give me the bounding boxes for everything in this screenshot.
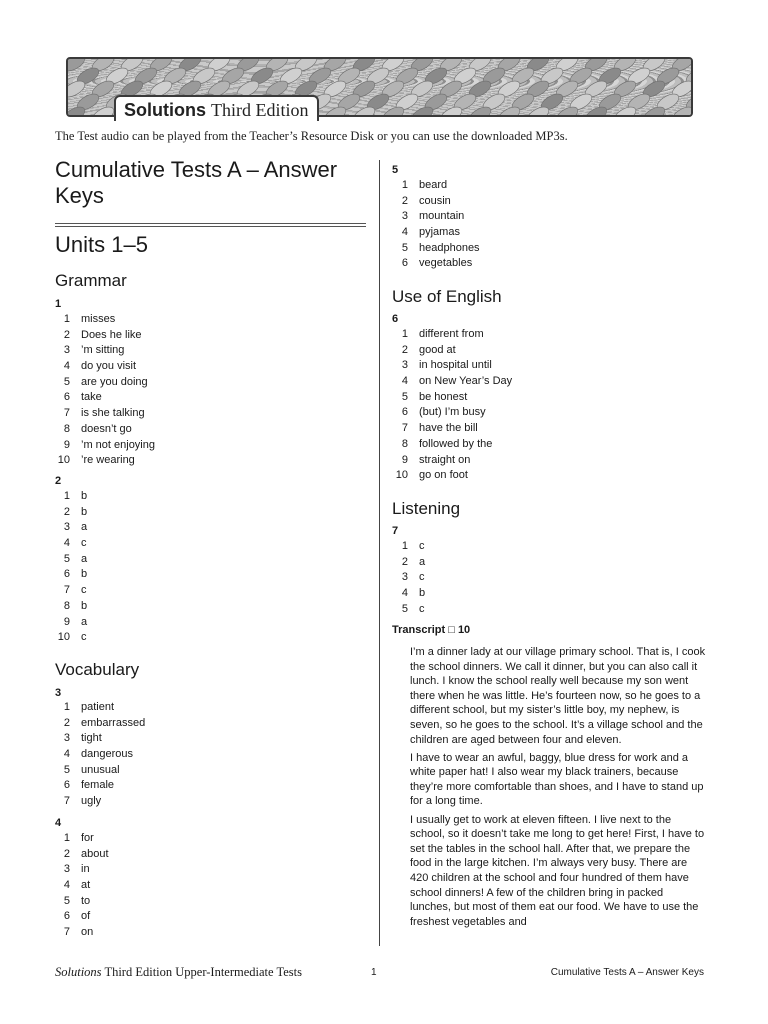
title-rule: [55, 223, 366, 227]
answer-text: a: [81, 552, 88, 565]
answer-item: [382, 468, 512, 484]
answer-text: in: [81, 863, 90, 876]
transcript-paragraph: I usually get to work at eleven fifteen. I live next to the school, so it doesn’t take me long to get here! First, I have to set the tables in the school hall. After that, we prepare the food in the large kitchen. I’m always very busy. There are 420 children at the school and four hundred of them have school dinners! A few of the children bring in packed lunches, but most of them eat our food. We have to use the freshest vegetables and: [410, 813, 705, 928]
answer-number: 1: [63, 701, 70, 713]
answer-item: [44, 630, 87, 646]
answer-list: [44, 312, 155, 469]
answer-text: a: [81, 521, 88, 534]
answer-item: [44, 878, 109, 894]
answer-number: 2: [401, 194, 408, 207]
answer-item: [44, 359, 155, 375]
question-number: 5: [392, 164, 399, 176]
answer-number: 4: [63, 537, 70, 550]
transcript-body: [410, 645, 706, 933]
answer-item: [44, 343, 155, 359]
answer-number: 5: [63, 894, 70, 907]
answer-number: 5: [63, 552, 70, 565]
units-heading: Units 1–5: [55, 232, 148, 257]
answer-text: for: [81, 832, 94, 844]
answer-number: 7: [63, 584, 70, 597]
answer-number: 3: [63, 863, 70, 876]
answer-item: [44, 763, 145, 779]
answer-number: 6: [63, 910, 70, 923]
answer-item: [382, 390, 512, 406]
answer-number: 10: [395, 469, 408, 482]
footer-book-rest: Third Edition Upper-Intermediate Tests: [101, 965, 302, 979]
answer-item: [44, 375, 155, 391]
answer-text: in hospital until: [419, 359, 492, 372]
listening-heading: Listening: [392, 499, 461, 518]
answer-text: b: [81, 505, 88, 518]
page-number: 1: [371, 967, 377, 978]
vocabulary-heading: Vocabulary: [55, 660, 140, 679]
answer-text: on New Year’s Day: [419, 375, 513, 388]
answer-number: 8: [63, 599, 70, 612]
answer-text: pyjamas: [419, 226, 460, 239]
answer-number: 1: [63, 490, 70, 502]
answer-item: [382, 327, 512, 343]
answer-text: at: [81, 879, 91, 892]
answer-text: vegetables: [419, 257, 473, 270]
answer-number: 5: [401, 602, 408, 615]
question-number: 1: [55, 298, 62, 310]
answer-item: [44, 794, 145, 810]
answer-item: [382, 194, 480, 210]
answer-number: 7: [401, 422, 408, 435]
answer-number: 7: [63, 795, 70, 808]
answer-number: 2: [401, 555, 408, 568]
answer-text: ’m not enjoying: [81, 438, 155, 451]
answer-list: [382, 327, 512, 484]
brand-tab: [114, 95, 319, 121]
answer-item: [44, 925, 109, 941]
answer-item: [382, 178, 480, 194]
answer-text: c: [81, 631, 87, 644]
answer-text: misses: [81, 313, 116, 325]
answer-number: 7: [63, 407, 70, 420]
answer-number: 5: [401, 241, 408, 254]
answer-item: [44, 700, 145, 716]
answer-number: 1: [401, 179, 408, 191]
answer-text: b: [81, 568, 88, 581]
answer-text: be honest: [419, 390, 468, 403]
answer-number: 1: [401, 540, 408, 552]
answer-number: 9: [401, 453, 408, 466]
answer-item: [44, 520, 87, 536]
column-divider: [379, 160, 380, 946]
answer-text: a: [419, 555, 426, 568]
answer-text: different from: [419, 328, 484, 340]
answer-number: 8: [63, 422, 70, 435]
answer-text: tight: [81, 732, 102, 745]
page-title-line2: Keys: [55, 183, 104, 208]
answer-item: [44, 438, 155, 454]
answer-item: [382, 358, 512, 374]
answer-text: dangerous: [81, 748, 133, 761]
answer-number: 3: [63, 521, 70, 534]
answer-number: 4: [63, 360, 70, 373]
answer-item: [382, 343, 512, 359]
brand-edition: Third Edition: [211, 100, 309, 120]
answer-number: 6: [401, 406, 408, 419]
answer-item: [44, 599, 87, 615]
answer-item: [382, 405, 512, 421]
answer-item: [44, 831, 109, 847]
answer-number: 2: [63, 328, 70, 341]
answer-text: embarrassed: [81, 716, 146, 729]
answer-text: about: [81, 847, 109, 860]
answer-number: 6: [401, 257, 408, 270]
answer-item: [382, 421, 512, 437]
grammar-heading: Grammar: [55, 271, 127, 290]
answer-list: [382, 178, 480, 272]
answer-item: [382, 225, 480, 241]
use-of-english-heading: Use of English: [392, 287, 502, 306]
answer-item: [382, 374, 512, 390]
answer-number: 4: [401, 587, 408, 600]
answer-number: 5: [63, 375, 70, 388]
question-number: 2: [55, 475, 62, 487]
answer-text: patient: [81, 701, 115, 713]
answer-number: 1: [63, 832, 70, 844]
answer-number: 6: [63, 779, 70, 792]
answer-number: 10: [57, 631, 70, 644]
answer-number: 4: [401, 226, 408, 239]
transcript-label: Transcript □ 10: [392, 624, 471, 636]
answer-text: b: [419, 587, 426, 600]
answer-text: go on foot: [419, 469, 468, 482]
answer-item: [382, 453, 512, 469]
answer-list: [44, 489, 87, 646]
answer-number: 5: [401, 390, 408, 403]
transcript-paragraph: I’m a dinner lady at our village primary school. That is, I cook the school dinners. We call it dinner, but you can also call it lunch. I know the school really well because my son went there when he was little. He’s fourteen now, so he goes to a different school, but my sister’s little boy, my nephew, is seven, so he goes to the school. It’s a village school and the children are aged between four and eleven.: [410, 646, 706, 746]
answer-list: [44, 831, 109, 941]
answer-text: (but) I’m busy: [419, 406, 486, 419]
answer-item: [44, 536, 87, 552]
answer-item: [382, 602, 425, 618]
page-title: [55, 157, 366, 209]
answer-number: 2: [63, 847, 70, 860]
question-number: 4: [55, 817, 62, 829]
answer-item: [44, 583, 87, 599]
answer-text: to: [81, 894, 91, 907]
answer-text: c: [81, 537, 87, 550]
answer-text: a: [81, 615, 88, 628]
answer-number: 3: [63, 344, 70, 357]
answer-text: take: [81, 391, 102, 404]
answer-list: [382, 539, 425, 617]
answer-item: [44, 778, 145, 794]
answer-text: c: [419, 602, 425, 615]
answer-text: unusual: [81, 763, 120, 776]
answer-number: 4: [401, 375, 408, 388]
answer-item: [44, 716, 145, 732]
answer-item: [44, 862, 109, 878]
answer-number: 7: [63, 926, 70, 939]
question-number: 7: [392, 525, 399, 537]
page-title-block: [55, 157, 366, 209]
answer-list: [44, 700, 145, 810]
answer-item: [44, 552, 87, 568]
answer-number: 4: [63, 748, 70, 761]
answer-item: [44, 328, 155, 344]
answer-number: 3: [63, 732, 70, 745]
answer-text: b: [81, 599, 88, 612]
answer-text: is she talking: [81, 407, 145, 420]
question-number: 6: [392, 313, 399, 325]
answer-item: [382, 256, 480, 272]
brand-name: Solutions: [124, 100, 206, 120]
answer-text: c: [419, 540, 425, 552]
answer-number: 6: [63, 391, 70, 404]
answer-number: 2: [63, 716, 70, 729]
answer-text: female: [81, 779, 115, 792]
answer-text: Does he like: [81, 328, 142, 341]
answer-item: [382, 586, 425, 602]
answer-number: 10: [57, 454, 70, 467]
answer-text: ’m sitting: [81, 344, 125, 357]
answer-text: have the bill: [419, 422, 478, 435]
transcript-paragraph: I have to wear an awful, baggy, blue dress for work and a white paper hat! I also wear my black trainers, because they’re more comfortable than shoes, and I have to stand up for a long time.: [410, 751, 704, 808]
answer-number: 1: [63, 313, 70, 325]
answer-number: 6: [63, 568, 70, 581]
answer-number: 9: [63, 438, 70, 451]
answer-item: [382, 209, 480, 225]
audio-note: The Test audio can be played from the Teacher’s Resource Disk or you can use the downloaded MP3s.: [55, 129, 568, 143]
answer-item: [382, 241, 480, 257]
answer-number: 5: [63, 763, 70, 776]
answer-item: [44, 847, 109, 863]
answer-text: straight on: [419, 453, 471, 466]
answer-item: [44, 747, 145, 763]
answer-item: [44, 390, 155, 406]
answer-text: do you visit: [81, 360, 137, 373]
answer-item: [382, 570, 425, 586]
answer-number: 1: [401, 328, 408, 340]
answer-text: b: [81, 490, 88, 502]
answer-text: of: [81, 910, 91, 923]
answer-item: [382, 539, 425, 555]
footer-book-italic: Solutions: [55, 965, 102, 979]
answer-item: [44, 312, 155, 328]
answer-text: good at: [419, 343, 456, 356]
answer-number: 9: [63, 615, 70, 628]
answer-text: c: [81, 584, 87, 597]
answer-text: c: [419, 571, 425, 584]
answer-text: doesn’t go: [81, 422, 132, 435]
answer-item: [44, 489, 87, 505]
answer-text: cousin: [419, 194, 451, 207]
answer-text: mountain: [419, 210, 465, 223]
answer-item: [44, 505, 87, 521]
answer-item: [44, 453, 155, 469]
answer-text: ugly: [81, 795, 102, 808]
answer-item: [44, 731, 145, 747]
answer-item: [44, 406, 155, 422]
page-title-line1: Cumulative Tests A – Answer: [55, 157, 338, 182]
answer-item: [382, 555, 425, 571]
answer-item: [44, 894, 109, 910]
answer-number: 3: [401, 359, 408, 372]
question-number: 3: [55, 687, 62, 699]
answer-item: [44, 909, 109, 925]
answer-item: [44, 567, 87, 583]
answer-number: 8: [401, 437, 408, 450]
answer-text: headphones: [419, 241, 480, 254]
footer-book-title: [55, 965, 302, 980]
answer-item: [382, 437, 512, 453]
answer-text: are you doing: [81, 375, 148, 388]
footer-section-title: Cumulative Tests A – Answer Keys: [550, 967, 704, 978]
answer-item: [44, 422, 155, 438]
answer-item: [44, 615, 87, 631]
answer-text: followed by the: [419, 437, 493, 450]
answer-number: 4: [63, 879, 70, 892]
answer-text: beard: [419, 179, 448, 191]
answer-number: 2: [63, 505, 70, 518]
answer-number: 3: [401, 571, 408, 584]
answer-number: 2: [401, 343, 408, 356]
answer-number: 3: [401, 210, 408, 223]
answer-text: on: [81, 926, 94, 939]
answer-text: ’re wearing: [81, 454, 135, 467]
